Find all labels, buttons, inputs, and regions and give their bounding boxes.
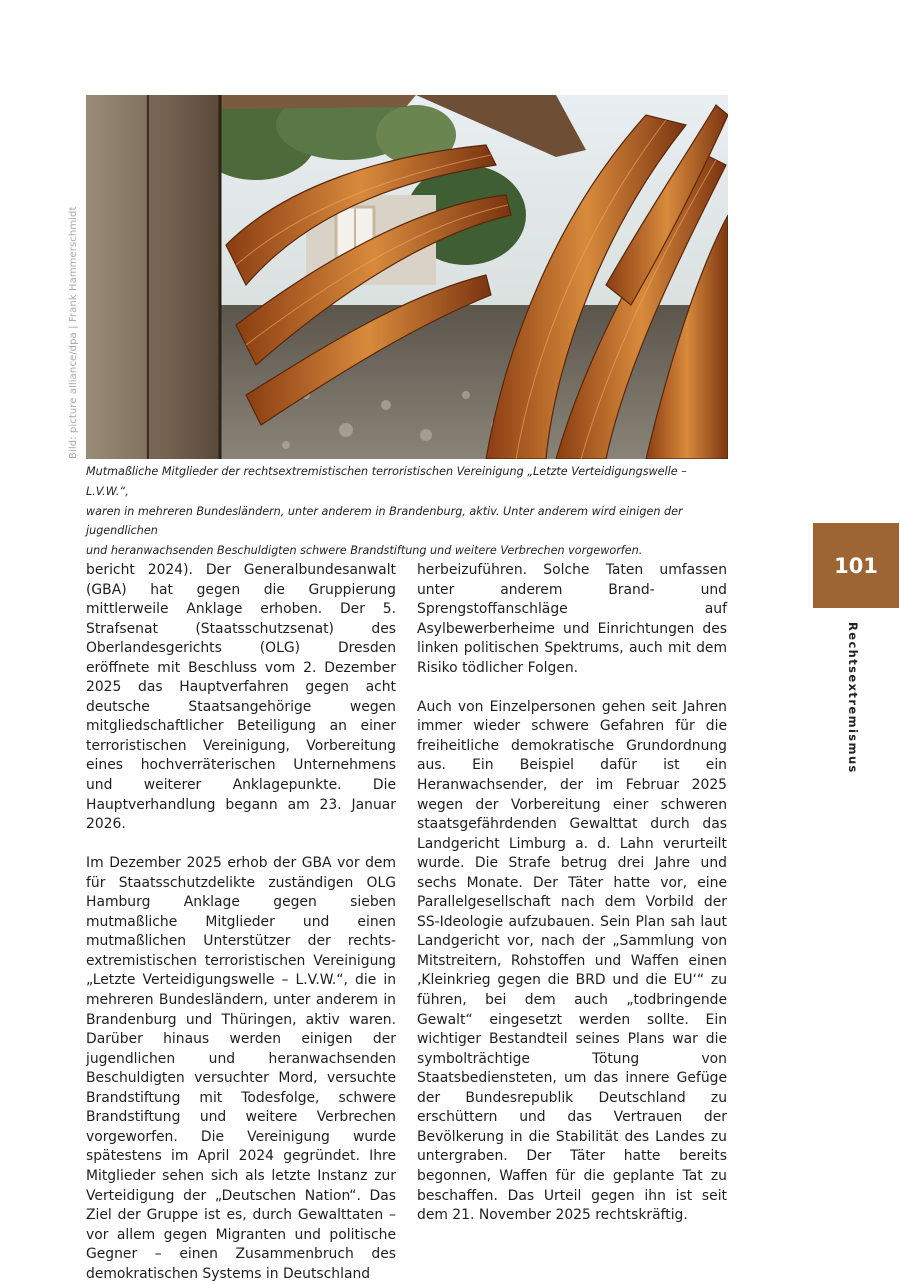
caption-line: waren in mehreren Bundesländern, unter anderem in Brandenburg, aktiv. Unter anderem wird einigen der jugendlichen <box>86 504 683 538</box>
paragraph: Im Dezember 2025 erhob der GBA vor dem für Staatsschutzdelikte zuständigen OLG Hamburg Anklage gegen sieben mutmaßliche Mitglieder und einen mutmaßlichen Unterstützer der rechtsextremistischen terroristischen Vereinigung „Letzte Verteidigungswelle – L.V.W.“, die in mehreren Bundesländern, unter anderem in Brandenburg und Thüringen, aktiv waren. Darüber hinaus werden einigen der jugendlichen und heranwachsenden Beschuldigten versuchter Mord, versuchte Brandstiftung mit Todesfolge, schwere Brandstiftung und weitere Verbrechen vorgeworfen. Die Vereinigung wurde spätestens im April 2024 gegründet. Ihre Mitglieder sehen sich als letzte Instanz zur Verteidigung der „Deutschen Nation“. Das Ziel der Gruppe ist es, durch Gewalttaten – vor allem gegen Migranten und politische Gegner – einen Zusammenbruch des demokratischen Systems in Deutschland <box>86 855 396 1282</box>
paragraph: bericht 2024). Der Generalbundesanwalt (GBA) hat gegen die Gruppierung mittlerweile Anklage erhoben. Der 5. Strafsenat (Staatsschutzsenat) des Oberlandesgerichts (OLG) Dresden eröffnete mit Beschluss vom 2. Dezember 2025 das Hauptverfahren gegen acht deutsche Staatsangehörige wegen mitgliedschaftlicher Beteiligung an einer terroristischen Vereinigung, Vorbereitung eines hochverräterischen Unternehmens und weiterer Anklagepunkte. Die Hauptverhandlung begann am 23. Januar 2026. <box>86 562 396 833</box>
section-label: Rechtsextremismus <box>846 622 860 774</box>
caption-line: und heranwachsenden Beschuldigten schwere Brandstiftung und weitere Verbrechen vorgeworfen. <box>86 544 643 558</box>
photo-credit: Bild: picture alliance/dpa | Frank Hammerschmidt <box>68 206 79 459</box>
caption-line: Mutmaßliche Mitglieder der rechtsextremistischen terroristischen Vereinigung „Letzte Verteidigungswelle – L.V.W.“, <box>86 465 687 498</box>
page-number: 101 <box>834 553 878 578</box>
paragraph: Auch von Einzelpersonen gehen seit Jahren immer wieder schwere Gefahren für die freiheitliche demokratische Grundordnung aus. Ein Beispiel dafür ist ein Heranwachsender, der im Februar 2025 wegen der Vorbereitung einer schweren staatsgefährdenden Gewalttat durch das Landgericht Limburg a. d. Lahn verurteilt wurde. Die Strafe betrug drei Jahre und sechs Monate. Der Täter hatte vor, eine Parallelgesellschaft nach dem Vorbild der SS-Ideologie aufzubauen. Sein Plan sah laut Landgericht vor, nach der „Sammlung von Mitstreitern, Rohstoffen und Waffen einen ‚Kleinkrieg gegen die BRD und die EU‘“ zu führen, bei dem auch „todbringende Gewalt“ eingesetzt werden sollte. Ein wichtiger Bestandteil seines Plans war die symbolträchtige Tötung von Staatsbediensteten, um das innere Gefüge der Bundesrepublik Deutschland zu erschüttern und das Vertrauen der Bevölkerung in die Stabilität des Landes zu untergraben. Der Täter hatte bereits begonnen, Waffen für die geplante Tat zu beschaffen. Das Urteil gegen ihn ist seit dem 21. November 2025 rechtskräftig. <box>417 698 727 1224</box>
text-column-right <box>417 561 727 1226</box>
page-number-tab <box>813 523 899 608</box>
photo-caption <box>86 462 726 561</box>
paragraph: herbeizuführen. Solche Taten umfassen unter anderem Brand- und Sprengstoffanschläge auf Asylbewerberheime und Einrichtungen des linken politischen Spektrums, auch mit dem Risiko tödlicher Folgen. <box>417 562 727 676</box>
photo-burned-building <box>86 95 728 459</box>
text-column-left <box>86 561 396 1284</box>
